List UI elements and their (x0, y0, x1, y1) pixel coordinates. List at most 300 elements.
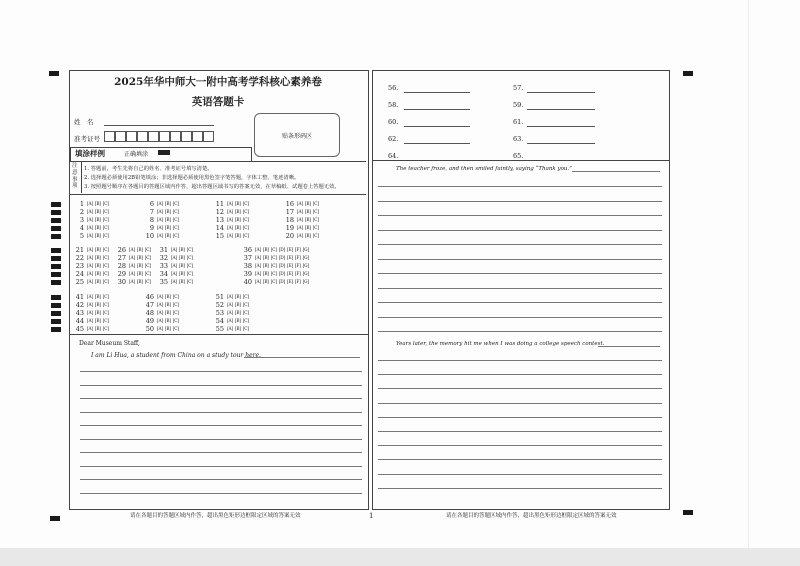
answer-bubble[interactable]: [A] (171, 271, 177, 277)
answer-bubble[interactable]: [F] (294, 247, 301, 253)
question-row[interactable] (158, 270, 195, 278)
answer-bubble[interactable]: [B] (304, 217, 311, 223)
answer-bubble[interactable]: [C] (144, 255, 151, 261)
answer-bubble[interactable]: [C] (242, 225, 249, 231)
writing-line[interactable] (378, 244, 662, 245)
answer-bubble[interactable]: [B] (94, 233, 101, 239)
question-row[interactable] (144, 293, 181, 301)
answer-bubble[interactable]: [A] (297, 233, 303, 239)
answer-bubble[interactable]: [A] (87, 209, 93, 215)
answer-bubble[interactable]: [A] (129, 247, 135, 253)
answer-bubble[interactable]: [A] (227, 326, 233, 332)
answer-bubble[interactable]: [B] (262, 247, 269, 253)
answer-bubble[interactable]: [E] (287, 247, 293, 253)
answer-bubble[interactable]: [B] (178, 271, 185, 277)
answer-bubble[interactable]: [C] (186, 255, 193, 261)
answer-bubble[interactable]: [A] (255, 247, 261, 253)
answer-bubble[interactable]: [B] (94, 247, 101, 253)
answer-bubble[interactable]: [C] (242, 302, 249, 308)
answer-bubble[interactable]: [A] (87, 318, 93, 324)
question-row[interactable] (74, 216, 111, 224)
question-row[interactable] (284, 216, 321, 224)
answer-bubble[interactable]: [B] (136, 263, 143, 269)
answer-bubble[interactable]: [B] (304, 201, 311, 207)
question-row[interactable] (74, 301, 111, 309)
answer-bubble[interactable]: [B] (164, 318, 171, 324)
answer-bubble[interactable]: [C] (172, 209, 179, 215)
answer-bubble[interactable]: [B] (94, 318, 101, 324)
answer-bubble[interactable]: [A] (157, 294, 163, 300)
answer-bubble[interactable]: [C] (312, 233, 319, 239)
answer-bubble[interactable]: [A] (87, 225, 93, 231)
answer-bubble[interactable]: [B] (164, 326, 171, 332)
answer-bubble[interactable]: [F] (294, 255, 301, 261)
answer-bubble[interactable]: [D] (278, 271, 286, 277)
answer-bubble[interactable]: [C] (102, 255, 109, 261)
answer-bubble[interactable]: [C] (102, 233, 109, 239)
answer-bubble[interactable]: [E] (287, 279, 293, 285)
answer-bubble[interactable]: [C] (242, 326, 249, 332)
name-field[interactable] (104, 117, 214, 126)
answer-bubble[interactable]: [B] (94, 225, 101, 231)
answer-bubble[interactable]: [G] (302, 247, 309, 253)
writing-line[interactable] (378, 374, 662, 375)
writing-line[interactable] (80, 439, 362, 440)
answer-bubble[interactable]: [C] (270, 271, 277, 277)
writing-line[interactable] (598, 346, 660, 347)
answer-bubble[interactable]: [B] (304, 225, 311, 231)
answer-bubble[interactable]: [E] (287, 255, 293, 261)
answer-bubble[interactable]: [B] (234, 302, 241, 308)
answer-bubble[interactable]: [B] (234, 294, 241, 300)
question-number: 44 (75, 317, 84, 325)
answer-bubble[interactable]: [G] (302, 279, 309, 285)
question-row[interactable] (214, 216, 251, 224)
writing-line[interactable] (378, 215, 662, 216)
answer-bubble[interactable]: [C] (186, 279, 193, 285)
answer-bubble[interactable]: [A] (87, 271, 93, 277)
answer-bubble[interactable]: [A] (87, 217, 93, 223)
question-row[interactable] (116, 262, 153, 270)
question-row[interactable] (214, 224, 251, 232)
id-digit-box[interactable] (159, 131, 170, 142)
question-row[interactable] (74, 309, 111, 317)
answer-bubble[interactable]: [B] (94, 326, 101, 332)
answer-bubble[interactable]: [B] (94, 255, 101, 261)
question-row[interactable] (158, 246, 195, 254)
question-row[interactable] (74, 293, 111, 301)
question-row[interactable] (242, 254, 311, 262)
answer-bubble[interactable]: [C] (172, 217, 179, 223)
answer-bubble[interactable]: [C] (172, 225, 179, 231)
question-row[interactable] (214, 208, 251, 216)
answer-bubble[interactable]: [C] (102, 209, 109, 215)
answer-bubble[interactable]: [C] (144, 271, 151, 277)
answer-bubble[interactable]: [A] (227, 217, 233, 223)
answer-bubble[interactable]: [A] (87, 247, 93, 253)
question-row[interactable] (144, 317, 181, 325)
question-row[interactable] (74, 246, 111, 254)
question-row[interactable] (116, 246, 153, 254)
writing-line[interactable] (572, 171, 660, 172)
answer-bubble[interactable]: [A] (157, 302, 163, 308)
answer-bubble[interactable]: [A] (87, 255, 93, 261)
question-number: 10 (145, 232, 154, 240)
answer-bubble[interactable]: [A] (297, 209, 303, 215)
blank-answer-line[interactable] (527, 109, 595, 110)
answer-bubble[interactable]: [C] (172, 201, 179, 207)
blank-answer-line[interactable] (404, 109, 470, 110)
question-row[interactable] (284, 208, 321, 216)
writing-line[interactable] (80, 479, 362, 480)
answer-bubble[interactable]: [D] (278, 279, 286, 285)
answer-bubble[interactable]: [A] (157, 225, 163, 231)
writing-line[interactable] (378, 459, 662, 460)
question-row[interactable] (214, 200, 251, 208)
answer-bubble[interactable]: [B] (94, 201, 101, 207)
writing-line[interactable] (378, 186, 662, 187)
blank-answer-line[interactable] (404, 92, 470, 93)
answer-bubble[interactable]: [B] (234, 233, 241, 239)
writing-line[interactable] (244, 357, 360, 358)
writing-line[interactable] (80, 425, 362, 426)
answer-bubble[interactable]: [A] (255, 279, 261, 285)
blank-answer-line[interactable] (404, 126, 470, 127)
writing-line[interactable] (378, 273, 662, 274)
id-digit-box[interactable] (126, 131, 137, 142)
answer-bubble[interactable]: [B] (164, 201, 171, 207)
question-row[interactable] (74, 262, 111, 270)
question-row[interactable] (74, 325, 111, 333)
timing-mark (51, 264, 61, 269)
writing-line[interactable] (80, 452, 362, 453)
question-row[interactable] (74, 200, 111, 208)
id-digit-box[interactable] (148, 131, 159, 142)
answer-bubble[interactable]: [B] (94, 294, 101, 300)
answer-bubble[interactable]: [C] (144, 279, 151, 285)
answer-bubble[interactable]: [B] (234, 225, 241, 231)
answer-bubble[interactable]: [A] (87, 294, 93, 300)
answer-bubble[interactable]: [C] (270, 263, 277, 269)
answer-bubble[interactable]: [C] (242, 318, 249, 324)
answer-bubble[interactable]: [C] (102, 263, 109, 269)
writing-line[interactable] (80, 493, 362, 494)
question-row[interactable] (74, 317, 111, 325)
writing-line[interactable] (378, 388, 662, 389)
answer-bubble[interactable]: [B] (234, 326, 241, 332)
answer-bubble[interactable]: [F] (294, 271, 301, 277)
answer-bubble[interactable]: [A] (87, 263, 93, 269)
answer-bubble[interactable]: [C] (270, 247, 277, 253)
answer-bubble[interactable]: [B] (234, 310, 241, 316)
answer-bubble[interactable]: [A] (157, 310, 163, 316)
answer-bubble[interactable]: [B] (304, 233, 311, 239)
answer-bubble[interactable]: [A] (87, 201, 93, 207)
answer-bubble[interactable]: [C] (242, 233, 249, 239)
answer-bubble[interactable]: [A] (227, 302, 233, 308)
answer-bubble[interactable]: [B] (94, 209, 101, 215)
answer-bubble[interactable]: [C] (172, 233, 179, 239)
answer-bubble[interactable]: [B] (164, 209, 171, 215)
answer-bubble[interactable]: [C] (186, 271, 193, 277)
question-row[interactable] (144, 224, 181, 232)
id-digit-box[interactable] (115, 131, 126, 142)
question-row[interactable] (74, 270, 111, 278)
answer-bubble[interactable]: [G] (302, 255, 309, 261)
answer-bubble[interactable]: [A] (297, 217, 303, 223)
answer-bubble[interactable]: [A] (255, 271, 261, 277)
answer-bubble[interactable]: [C] (102, 318, 109, 324)
answer-bubble[interactable]: [B] (164, 294, 171, 300)
question-row[interactable] (74, 232, 111, 240)
writing-line[interactable] (80, 398, 362, 399)
answer-bubble[interactable]: [B] (164, 217, 171, 223)
answer-bubble[interactable]: [B] (94, 217, 101, 223)
blank-answer-line[interactable] (527, 143, 595, 144)
answer-bubble[interactable]: [F] (294, 263, 301, 269)
answer-bubble[interactable]: [B] (164, 233, 171, 239)
answer-bubble[interactable]: [G] (302, 263, 309, 269)
answer-bubble[interactable]: [C] (102, 201, 109, 207)
question-row[interactable] (74, 224, 111, 232)
writing-line[interactable] (378, 488, 662, 489)
answer-bubble[interactable]: [A] (87, 233, 93, 239)
question-row[interactable] (284, 224, 321, 232)
answer-bubble[interactable]: [B] (262, 263, 269, 269)
answer-bubble[interactable]: [A] (171, 247, 177, 253)
answer-bubble[interactable]: [A] (227, 209, 233, 215)
question-row[interactable] (158, 254, 195, 262)
question-row[interactable] (144, 200, 181, 208)
answer-bubble[interactable]: [C] (186, 247, 193, 253)
answer-bubble[interactable]: [C] (172, 302, 179, 308)
answer-bubble[interactable]: [A] (227, 310, 233, 316)
answer-bubble[interactable]: [C] (312, 209, 319, 215)
answer-bubble[interactable]: [C] (312, 201, 319, 207)
writing-line[interactable] (378, 259, 662, 260)
question-row[interactable] (74, 278, 111, 286)
answer-bubble[interactable]: [E] (287, 271, 293, 277)
blank-answer-line[interactable] (527, 92, 595, 93)
answer-bubble[interactable]: [E] (287, 263, 293, 269)
answer-bubble[interactable]: [A] (129, 279, 135, 285)
question-row[interactable] (158, 278, 195, 286)
answer-bubble[interactable]: [D] (278, 263, 286, 269)
writing-line[interactable] (378, 417, 662, 418)
writing-line[interactable] (378, 445, 662, 446)
answer-bubble[interactable]: [A] (157, 201, 163, 207)
question-row[interactable] (74, 254, 111, 262)
answer-bubble[interactable]: [A] (227, 318, 233, 324)
question-row[interactable] (284, 232, 321, 240)
writing-line[interactable] (80, 412, 362, 413)
answer-bubble[interactable]: [C] (144, 247, 151, 253)
answer-bubble[interactable]: [A] (227, 294, 233, 300)
question-row[interactable] (158, 262, 195, 270)
blank-answer-line[interactable] (404, 143, 470, 144)
writing-line[interactable] (378, 288, 662, 289)
question-row[interactable] (242, 246, 311, 254)
answer-bubble[interactable]: [A] (297, 201, 303, 207)
answer-bubble[interactable]: [B] (304, 209, 311, 215)
question-row[interactable] (144, 301, 181, 309)
answer-bubble[interactable]: [C] (242, 294, 249, 300)
question-row[interactable] (242, 270, 311, 278)
question-row[interactable] (214, 317, 251, 325)
answer-bubble[interactable]: [C] (102, 271, 109, 277)
answer-bubble[interactable]: [C] (102, 294, 109, 300)
answer-bubble[interactable]: [A] (157, 318, 163, 324)
answer-bubble[interactable]: [A] (129, 255, 135, 261)
answer-bubble[interactable]: [B] (94, 271, 101, 277)
answer-bubble[interactable]: [C] (270, 279, 277, 285)
id-digit-box[interactable] (170, 131, 181, 142)
question-row[interactable] (116, 254, 153, 262)
answer-bubble[interactable]: [B] (136, 255, 143, 261)
question-row[interactable] (144, 325, 181, 333)
answer-bubble[interactable]: [A] (157, 233, 163, 239)
answer-bubble[interactable]: [A] (227, 225, 233, 231)
answer-bubble[interactable]: [B] (262, 271, 269, 277)
answer-bubble[interactable]: [A] (87, 302, 93, 308)
question-row[interactable] (242, 262, 311, 270)
answer-bubble[interactable]: [B] (94, 302, 101, 308)
answer-bubble[interactable]: [B] (234, 201, 241, 207)
answer-bubble[interactable]: [A] (227, 201, 233, 207)
answer-bubble[interactable]: [C] (312, 217, 319, 223)
answer-bubble[interactable]: [C] (242, 201, 249, 207)
answer-bubble[interactable]: [A] (129, 271, 135, 277)
answer-bubble[interactable]: [B] (136, 271, 143, 277)
answer-bubble[interactable]: [A] (255, 263, 261, 269)
answer-bubble[interactable]: [C] (172, 310, 179, 316)
answer-bubble[interactable]: [C] (102, 326, 109, 332)
id-digit-box[interactable] (181, 131, 192, 142)
answer-bubble[interactable]: [B] (164, 302, 171, 308)
answer-bubble[interactable]: [B] (262, 255, 269, 261)
id-digit-box[interactable] (137, 131, 148, 142)
question-row[interactable] (242, 278, 311, 286)
id-digit-box[interactable] (192, 131, 203, 142)
answer-bubble[interactable]: [B] (178, 247, 185, 253)
id-number-boxes[interactable] (104, 131, 214, 142)
answer-bubble[interactable]: [C] (242, 209, 249, 215)
answer-bubble[interactable]: [F] (294, 279, 301, 285)
question-row[interactable] (144, 309, 181, 317)
answer-bubble[interactable]: [C] (172, 326, 179, 332)
writing-line[interactable] (80, 385, 362, 386)
answer-bubble[interactable]: [B] (94, 263, 101, 269)
answer-bubble[interactable]: [A] (171, 279, 177, 285)
question-row[interactable] (144, 232, 181, 240)
answer-bubble[interactable]: [A] (87, 326, 93, 332)
answer-bubble[interactable]: [A] (87, 310, 93, 316)
answer-bubble[interactable]: [A] (157, 326, 163, 332)
writing-line[interactable] (80, 466, 362, 467)
answer-bubble[interactable]: [B] (164, 310, 171, 316)
answer-bubble[interactable]: [B] (164, 225, 171, 231)
blank-answer-line[interactable] (527, 126, 595, 127)
answer-bubble[interactable]: [C] (102, 302, 109, 308)
writing-line[interactable] (378, 302, 662, 303)
question-row[interactable] (144, 208, 181, 216)
answer-bubble[interactable]: [A] (157, 217, 163, 223)
answer-bubble[interactable]: [G] (302, 271, 309, 277)
question-row[interactable] (284, 200, 321, 208)
answer-bubble[interactable]: [C] (102, 217, 109, 223)
answer-bubble[interactable]: [D] (278, 247, 286, 253)
answer-bubble[interactable]: [C] (144, 263, 151, 269)
timing-mark (51, 248, 61, 253)
writing-line[interactable] (378, 331, 662, 332)
answer-bubble[interactable]: [C] (102, 310, 109, 316)
answer-bubble[interactable]: [A] (171, 255, 177, 261)
answer-bubble[interactable]: [B] (178, 255, 185, 261)
answer-bubble[interactable]: [B] (136, 279, 143, 285)
answer-bubble[interactable]: [A] (87, 279, 93, 285)
answer-bubble[interactable]: [A] (157, 209, 163, 215)
question-number: 1 (79, 200, 84, 208)
question-row[interactable] (116, 270, 153, 278)
answer-bubble[interactable]: [C] (312, 225, 319, 231)
question-row[interactable] (116, 278, 153, 286)
writing-line[interactable] (378, 431, 662, 432)
question-number: 46 (145, 293, 154, 301)
answer-bubble[interactable]: [C] (172, 294, 179, 300)
answer-bubble[interactable]: [A] (255, 255, 261, 261)
answer-bubble[interactable]: [A] (297, 225, 303, 231)
answer-bubble[interactable]: [C] (186, 263, 193, 269)
question-row[interactable] (214, 301, 251, 309)
writing-line[interactable] (378, 201, 662, 202)
answer-bubble[interactable]: [B] (234, 217, 241, 223)
answer-bubble[interactable]: [A] (227, 233, 233, 239)
answer-bubble[interactable]: [B] (178, 263, 185, 269)
answer-bubble[interactable]: [B] (94, 310, 101, 316)
question-row[interactable] (214, 309, 251, 317)
answer-bubble[interactable]: [B] (262, 279, 269, 285)
answer-bubble[interactable]: [C] (102, 279, 109, 285)
question-row[interactable] (214, 293, 251, 301)
answer-bubble[interactable]: [B] (136, 247, 143, 253)
answer-bubble[interactable]: [C] (242, 217, 249, 223)
answer-bubble[interactable]: [D] (278, 255, 286, 261)
answer-bubble[interactable]: [B] (234, 209, 241, 215)
writing-line[interactable] (80, 371, 362, 372)
answer-bubble[interactable]: [C] (102, 247, 109, 253)
answer-bubble[interactable]: [C] (270, 255, 277, 261)
answer-bubble[interactable]: [B] (234, 318, 241, 324)
question-row[interactable] (74, 208, 111, 216)
answer-bubble[interactable]: [B] (94, 279, 101, 285)
id-digit-box[interactable] (104, 131, 115, 142)
writing-line[interactable] (378, 317, 662, 318)
answer-bubble[interactable]: [C] (102, 225, 109, 231)
writing-line[interactable] (378, 474, 662, 475)
writing-line[interactable] (378, 230, 662, 231)
id-digit-box[interactable] (203, 131, 214, 142)
writing-line[interactable] (378, 360, 662, 361)
answer-bubble[interactable]: [C] (172, 318, 179, 324)
answer-bubble[interactable]: [A] (129, 263, 135, 269)
answer-bubble[interactable]: [A] (171, 263, 177, 269)
answer-bubble[interactable]: [C] (242, 310, 249, 316)
question-row[interactable] (214, 325, 251, 333)
writing-line[interactable] (378, 403, 662, 404)
question-row[interactable] (144, 216, 181, 224)
question-row[interactable] (214, 232, 251, 240)
answer-bubble[interactable]: [B] (178, 279, 185, 285)
